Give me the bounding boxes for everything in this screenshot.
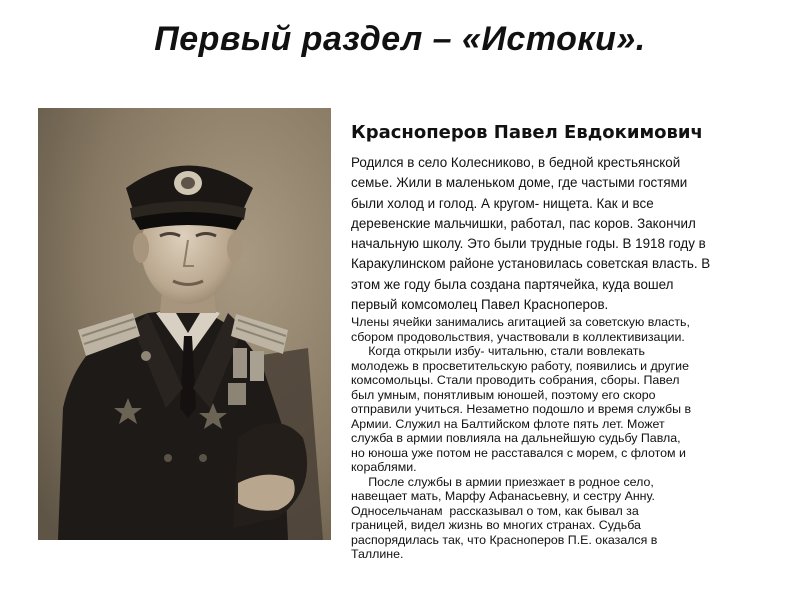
bio-line: Родился в село Колесниково, в бедной крестьянской: [351, 155, 681, 170]
bio-line: Армии. Служил на Балтийском флоте пять лет. Может: [351, 416, 665, 431]
slide-title: Первый раздел – «Истоки».: [154, 20, 646, 58]
bio-line: комсомольцы. Стали проводить собрания, сборы. Павел: [351, 373, 680, 388]
bio-line: границей, видел жизнь во многих странах. Судьба: [351, 518, 641, 533]
bio-line: были холод и голод. А кругом- нищета. Как и все: [351, 195, 654, 211]
bio-line: навещает мать, Марфу Афанасьевну, и сестру Анну.: [351, 489, 655, 504]
bio-line: После службы в армии приезжает в родное село,: [351, 474, 654, 489]
bio-line: Когда открыли избу- читальню, стали вовлекать: [351, 344, 645, 359]
bio-line: этом же году была создана партячейка, куда вошел: [351, 276, 674, 292]
portrait-photo: [38, 108, 331, 540]
bio-line: первый комсомолец Павел Красноперов.: [351, 297, 609, 313]
bio-line: служба в армии повлияла на дальнейшую судьбу Павла,: [351, 431, 681, 446]
bio-line: но юноша уже потом не расставался с морем, с флотом и: [351, 445, 686, 460]
bio-line: начальную школу. Это были трудные годы. В 1918 году в: [351, 236, 706, 252]
bio-line: был умным, понятливым юношей, поэтому его скоро: [351, 387, 656, 402]
bio-line: Каракулинском районе установилась советская власть. В: [351, 256, 711, 272]
biography-text: [351, 153, 776, 562]
bio-line: отправили учиться. Незаметно подошло и время службы в: [351, 402, 692, 417]
bio-line: Односельчанам рассказывал о том, как бывал за: [351, 503, 639, 518]
sepia-portrait-photo-icon: [38, 108, 331, 540]
bio-line: Члены ячейки занимались агитацией за советскую власть,: [351, 315, 690, 330]
bio-line: Таллине.: [351, 547, 404, 562]
bio-line: кораблями.: [351, 460, 417, 475]
bio-line: молодежь в просветительскую работу, появились и другие: [351, 358, 689, 373]
bio-line: распорядилась так, что Красноперов П.Е. оказался в: [351, 532, 658, 547]
bio-line: семье. Жили в маленьком доме, где частыми гостями: [351, 175, 688, 191]
bio-line: деревенские мальчишки, работал, пас коров. Закончил: [351, 215, 696, 231]
bio-line: сбором продовольствия, участвовали в коллективизации.: [351, 329, 685, 344]
person-name: Красноперов Павел Евдокимович: [351, 122, 703, 143]
